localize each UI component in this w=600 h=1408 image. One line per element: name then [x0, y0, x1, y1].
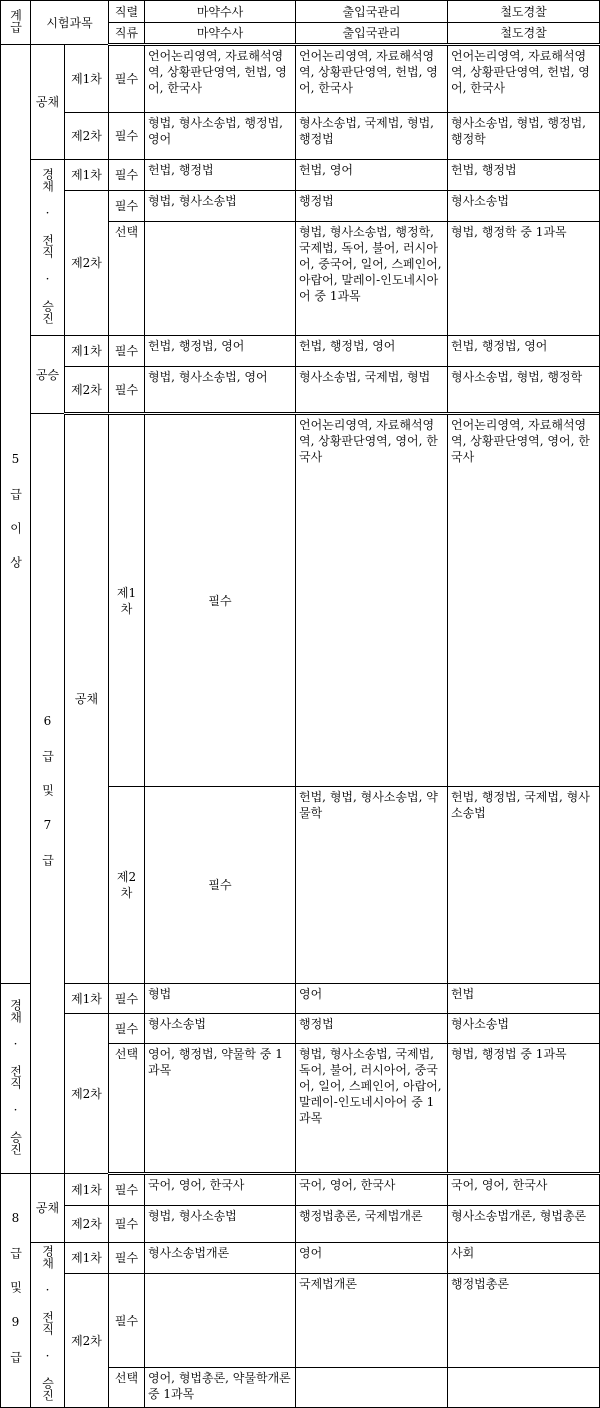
type-pilsu: 필수: [145, 414, 296, 787]
cell: 형사소송법, 형법, 행정법, 행정학: [448, 113, 600, 160]
cell: 형법: [145, 984, 296, 1014]
cat-gongseung: 공승: [31, 336, 65, 414]
cell: 헌법, 행정법, 영어: [145, 336, 296, 367]
grade-5: 5 급 이 상: [1, 45, 31, 984]
stage-1: 제1차: [65, 1174, 109, 1206]
cell: 행정법: [296, 191, 448, 222]
type-pilsu: 필수: [109, 984, 145, 1014]
cell: 형법, 행정법 중 1과목: [448, 1044, 600, 1174]
cell: 형사소송법개론, 형법총론: [448, 1206, 600, 1243]
stage-1: 제1차: [65, 160, 109, 191]
type-pilsu: 필수: [109, 1274, 145, 1368]
header-col2-1: 마약수사: [145, 23, 296, 45]
cell: 국제법개론: [296, 1274, 448, 1368]
type-pilsu: 필수: [109, 191, 145, 222]
cell: 헌법, 행정법: [145, 160, 296, 191]
cat-gongchae: 공채: [31, 1174, 65, 1243]
header-col-1: 마약수사: [145, 1, 296, 23]
cell: 헌법: [448, 984, 600, 1014]
cat-gyeongchae: 경채 · 전직 · 승진: [31, 160, 65, 336]
cell: 헌법, 행정법, 영어: [448, 336, 600, 367]
grade-6-7: 6 급 및 7 급: [31, 414, 65, 1174]
cell: 언어논리영역, 자료해석영역, 상황판단영역, 헌법, 영어, 한국사: [145, 45, 296, 113]
stage-2: 제2차: [65, 1014, 109, 1174]
cell: 행정법: [296, 1014, 448, 1044]
cat-gyeongchae: 경채 · 전직 · 승진: [31, 1243, 65, 1408]
header-col-3: 철도경찰: [448, 1, 600, 23]
stage-2: 제2차: [65, 1206, 109, 1243]
cell: 형법, 형사소송법, 행정학, 국제법, 독어, 불어, 러시아어, 중국어, 일어, 스페인어, 아랍어, 말레이-인도네시아어 중 1과목: [296, 222, 448, 336]
cell: 언어논리영역, 자료해석영역, 상황판단영역, 헌법, 영어, 한국사: [296, 45, 448, 113]
stage-1: 제1차: [109, 414, 145, 787]
cell: [145, 1274, 296, 1368]
cell: 영어: [296, 984, 448, 1014]
stage-2: 제2차: [65, 191, 109, 336]
cell: 영어: [296, 1243, 448, 1274]
cell: 사회: [448, 1243, 600, 1274]
type-pilsu: 필수: [145, 787, 296, 984]
grade-8-9: 8 급 및 9 급: [1, 1174, 31, 1408]
cell: 언어논리영역, 자료해석영역, 상황판단영역, 영어, 한국사: [448, 414, 600, 787]
cell: 형사소송법, 국제법, 형법: [296, 367, 448, 414]
header-grade: 계급: [1, 1, 31, 45]
cell: 국어, 영어, 한국사: [145, 1174, 296, 1206]
header-col-2: 출입국관리: [296, 1, 448, 23]
header-col2-2: 출입국관리: [296, 23, 448, 45]
cell: 국어, 영어, 한국사: [448, 1174, 600, 1206]
cell: 형법, 형사소송법, 영어: [145, 367, 296, 414]
cell: 헌법, 행정법: [448, 160, 600, 191]
cell: 형법, 형사소송법: [145, 191, 296, 222]
header-jikryu: 직류: [109, 23, 145, 45]
cell: 형사소송법, 형법, 행정학: [448, 367, 600, 414]
cell: 헌법, 영어: [296, 160, 448, 191]
type-pilsu: 필수: [109, 367, 145, 414]
cell: 국어, 영어, 한국사: [296, 1174, 448, 1206]
cell: [448, 1368, 600, 1408]
stage-2: 제2차: [65, 113, 109, 160]
cell: 헌법, 행정법, 국제법, 형사소송법: [448, 787, 600, 984]
header-jikryeol: 직렬: [109, 1, 145, 23]
cell: 영어, 형법총론, 약물학개론 중 1과목: [145, 1368, 296, 1408]
header-exam-subject: 시험과목: [31, 1, 109, 45]
stage-1: 제1차: [65, 45, 109, 113]
cell: 형사소송법: [145, 1014, 296, 1044]
stage-2: 제2차: [109, 787, 145, 984]
cell: 형법, 형사소송법, 행정법, 영어: [145, 113, 296, 160]
stage-2: 제2차: [65, 367, 109, 414]
type-pilsu: 필수: [109, 45, 145, 113]
cell: [145, 222, 296, 336]
cat-gongchae: 공채: [31, 45, 65, 160]
type-pilsu: 필수: [109, 1206, 145, 1243]
cell: 형사소송법: [448, 1014, 600, 1044]
cell: [296, 1368, 448, 1408]
type-seontaek: 선택: [109, 222, 145, 336]
stage-1: 제1차: [65, 984, 109, 1014]
cell: 언어논리영역, 자료해석영역, 상황판단영역, 영어, 한국사: [296, 414, 448, 787]
type-seontaek: 선택: [109, 1044, 145, 1174]
cell: 형사소송법개론: [145, 1243, 296, 1274]
stage-2: 제2차: [65, 1274, 109, 1408]
cell: 형법, 행정학 중 1과목: [448, 222, 600, 336]
cell: 행정법총론, 국제법개론: [296, 1206, 448, 1243]
stage-1: 제1차: [65, 336, 109, 367]
type-pilsu: 필수: [109, 160, 145, 191]
cell: 헌법, 행정법, 영어: [296, 336, 448, 367]
header-col2-3: 철도경찰: [448, 23, 600, 45]
cell: 형법, 형사소송법: [145, 1206, 296, 1243]
type-pilsu: 필수: [109, 336, 145, 367]
cat-gyeongchae: 경채 · 전직 · 승진: [1, 984, 31, 1174]
stage-1: 제1차: [65, 1243, 109, 1274]
type-pilsu: 필수: [109, 1243, 145, 1274]
cell: 형법, 형사소송법, 국제법, 독어, 불어, 러시아어, 중국어, 일어, 스페인어, 아랍어, 말레이-인도네시아어 중 1과목: [296, 1044, 448, 1174]
cell: 형사소송법: [448, 191, 600, 222]
cell: 언어논리영역, 자료해석영역, 상황판단영역, 헌법, 영어, 한국사: [448, 45, 600, 113]
cell: 영어, 행정법, 약물학 중 1과목: [145, 1044, 296, 1174]
cell: 헌법, 형법, 형사소송법, 약물학: [296, 787, 448, 984]
type-pilsu: 필수: [109, 1174, 145, 1206]
cell: 행정법총론: [448, 1274, 600, 1368]
cell: 형사소송법, 국제법, 형법, 행정법: [296, 113, 448, 160]
type-pilsu: 필수: [109, 113, 145, 160]
type-pilsu: 필수: [109, 1014, 145, 1044]
cat-gongchae: 공채: [65, 414, 109, 984]
type-seontaek: 선택: [109, 1368, 145, 1408]
